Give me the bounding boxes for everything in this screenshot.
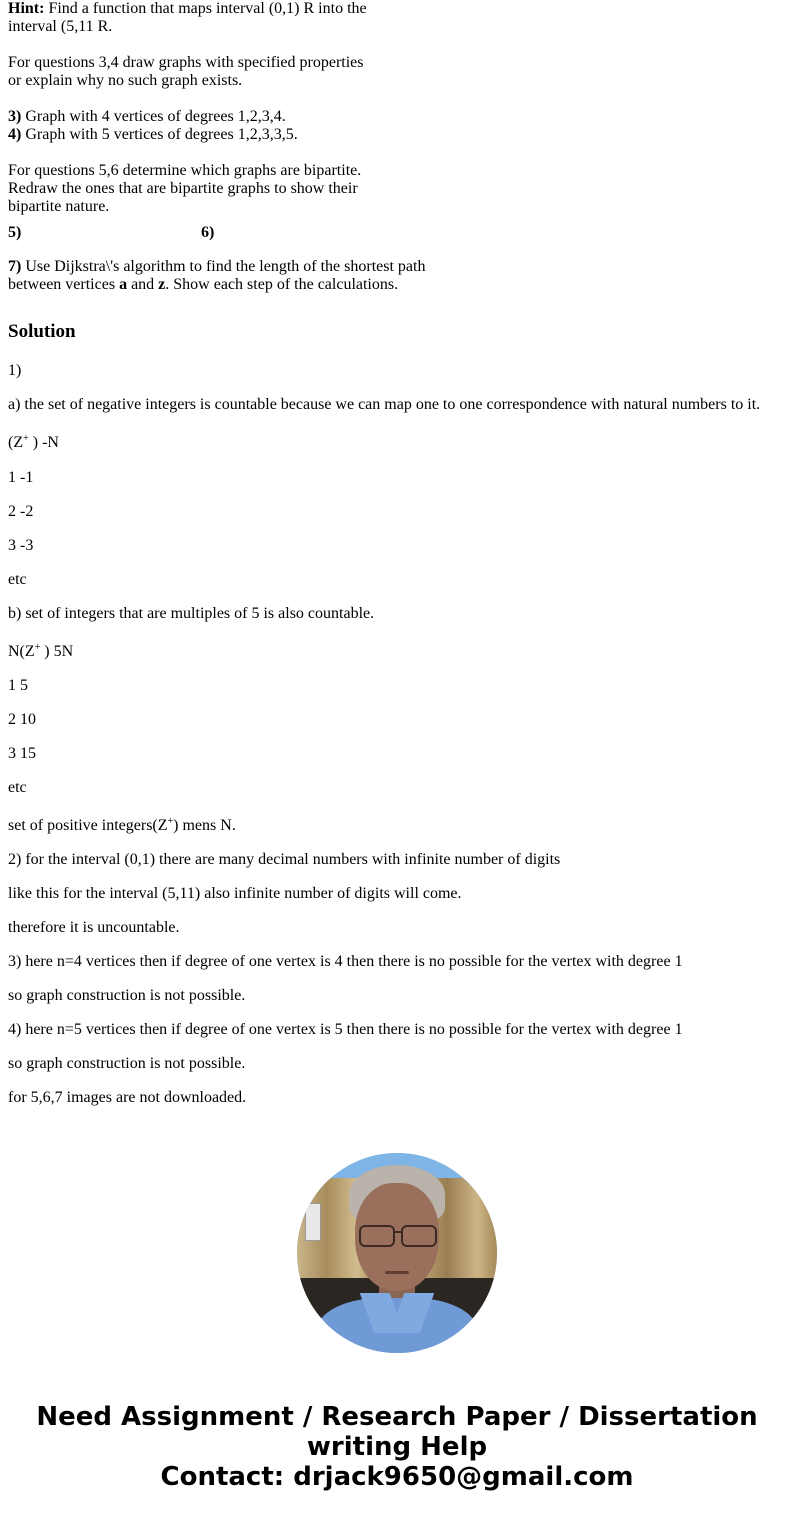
solution-line: 3 -3: [8, 537, 34, 554]
solution-line: 1): [8, 362, 22, 379]
hint-line-1: Hint: Find a function that maps interval (0,1) R into the: [8, 0, 367, 17]
solution-line: for 5,6,7 images are not downloaded.: [8, 1089, 247, 1106]
author-avatar: [297, 1153, 497, 1353]
solution-line: a) the set of negative integers is countable because we can map one to one correspondence with natural numbers to it.: [8, 396, 761, 413]
q34-intro-line-2: or explain why no such graph exists.: [8, 72, 243, 89]
q56-intro-line-2: Redraw the ones that are bipartite graphs to show their: [8, 180, 358, 197]
solution-heading: Solution: [8, 321, 76, 342]
solution-line: 3) here n=4 vertices then if degree of one vertex is 4 then there is no possible for the vertex with degree 1: [8, 953, 683, 970]
hint-label: Hint:: [8, 0, 45, 17]
solution-line: etc: [8, 779, 27, 796]
q56-intro-line-1: For questions 5,6 determine which graphs are bipartite.: [8, 162, 362, 179]
question-5-6-row: [8, 224, 448, 242]
solution-line: 2) for the interval (0,1) there are many decimal numbers with infinite number of digits: [8, 851, 561, 868]
promo-line-1: Need Assignment / Research Paper / Dissertation: [36, 1402, 758, 1432]
solution-line: so graph construction is not possible.: [8, 1055, 246, 1072]
promo-banner: [0, 1402, 794, 1492]
solution-line: etc: [8, 571, 27, 588]
question-3: 3) Graph with 4 vertices of degrees 1,2,3,4.: [8, 108, 286, 125]
promo-contact: Contact: drjack9650@gmail.com: [160, 1462, 634, 1492]
solution-line: b) set of integers that are multiples of 5 is also countable.: [8, 605, 375, 622]
solution-line: therefore it is uncountable.: [8, 919, 180, 936]
question-text: [8, 0, 448, 294]
solution-line: like this for the interval (5,11) also infinite number of digits will come.: [8, 885, 462, 902]
solution-line: 3 15: [8, 745, 36, 762]
question-7: 7) Use Dijkstra\'s algorithm to find the length of the shortest path between vertices a and z. Show each step of the calculations.: [8, 258, 426, 293]
vertex-z: z: [158, 276, 166, 293]
question-5-label: 5): [8, 224, 22, 241]
vertex-a: a: [119, 276, 128, 293]
solution-line: N(Z+ ) 5N: [8, 642, 74, 660]
q34-intro-line-1: For questions 3,4 draw graphs with specified properties: [8, 54, 364, 71]
question-6-label: 6): [201, 224, 215, 241]
solution-line: 1 5: [8, 677, 28, 694]
glasses-icon: [359, 1225, 395, 1247]
solution-line: 2 -2: [8, 503, 34, 520]
q56-intro-line-3: bipartite nature.: [8, 198, 110, 215]
hint-line-2: interval (5,11 R.: [8, 18, 113, 35]
promo-line-2: writing Help: [306, 1432, 488, 1462]
solution-line: 4) here n=5 vertices then if degree of one vertex is 5 then there is no possible for the vertex with degree 1: [8, 1021, 683, 1038]
solution-line: so graph construction is not possible.: [8, 987, 246, 1004]
solution-line: 1 -1: [8, 469, 34, 486]
question-4: 4) Graph with 5 vertices of degrees 1,2,3,3,5.: [8, 126, 298, 143]
solution-line: 2 10: [8, 711, 36, 728]
solution-line: (Z+ ) -N: [8, 433, 59, 451]
solution-line: set of positive integers(Z+) mens N.: [8, 816, 236, 834]
